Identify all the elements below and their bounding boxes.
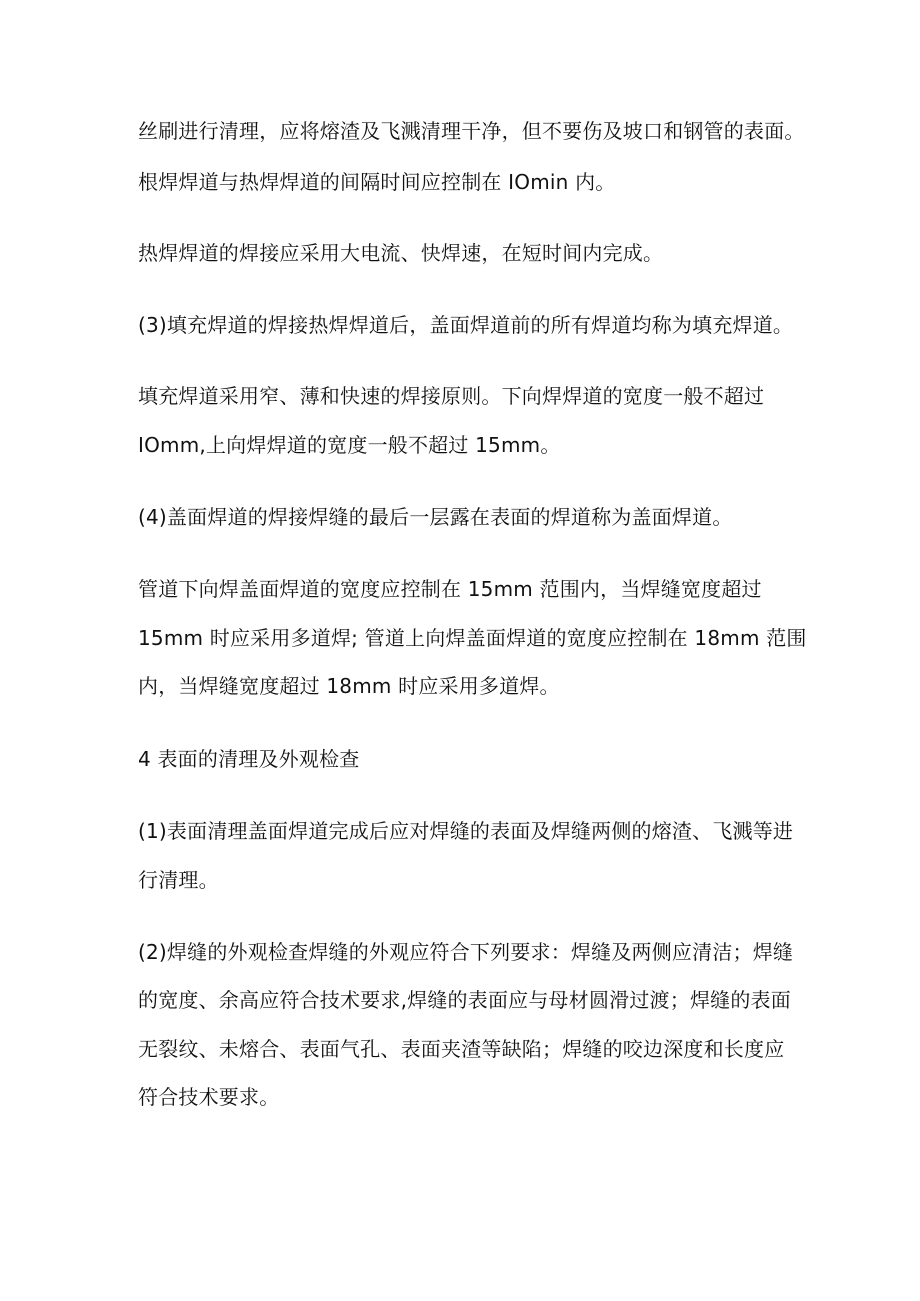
text-line: IOmm,上向焊焊道的宽度一般不超过 15mm。 xyxy=(138,433,561,457)
text-line: 丝刷进行清理，应将熔渣及飞溅清理干净，但不要伤及坡口和钢管的表面。 xyxy=(138,119,805,143)
text-line: 填充焊道采用窄、薄和快速的焊接原则。下向焊焊道的宽度一般不超过 xyxy=(138,384,765,408)
text-line: 根焊焊道与热焊焊道的间隔时间应控制在 IOmin 内。 xyxy=(138,170,616,194)
text-line: (2)焊缝的外观检查焊缝的外观应符合下列要求：焊缝及两侧应清洁；焊缝 xyxy=(138,940,794,964)
text-line: (3)填充焊道的焊接热焊焊道后，盖面焊道前的所有焊道均称为填充焊道。 xyxy=(138,313,794,337)
text-line: 内，当焊缝宽度超过 18mm 时应采用多道焊。 xyxy=(138,674,560,698)
text-line: 的宽度、余高应符合技术要求,焊缝的表面应与母材圆滑过渡；焊缝的表面 xyxy=(138,988,791,1012)
text-line: 管道下向焊盖面焊道的宽度应控制在 15mm 范围内，当焊缝宽度超过 xyxy=(138,577,762,601)
text-line: 行清理。 xyxy=(138,868,219,892)
text-line: 符合技术要求。 xyxy=(138,1085,280,1109)
section-heading: 4 表面的清理及外观检查 xyxy=(138,747,360,771)
text-line: (4)盖面焊道的焊接焊缝的最后一层露在表面的焊道称为盖面焊道。 xyxy=(138,505,733,529)
text-line: (1)表面清理盖面焊道完成后应对焊缝的表面及焊缝两侧的熔渣、飞溅等进 xyxy=(138,819,794,843)
text-line: 热焊焊道的焊接应采用大电流、快焊速，在短时间内完成。 xyxy=(138,241,664,265)
text-line: 15mm 时应采用多道焊; 管道上向焊盖面焊道的宽度应控制在 18mm 范围 xyxy=(138,626,807,650)
text-line: 无裂纹、未熔合、表面气孔、表面夹渣等缺陷；焊缝的咬边深度和长度应 xyxy=(138,1037,785,1061)
